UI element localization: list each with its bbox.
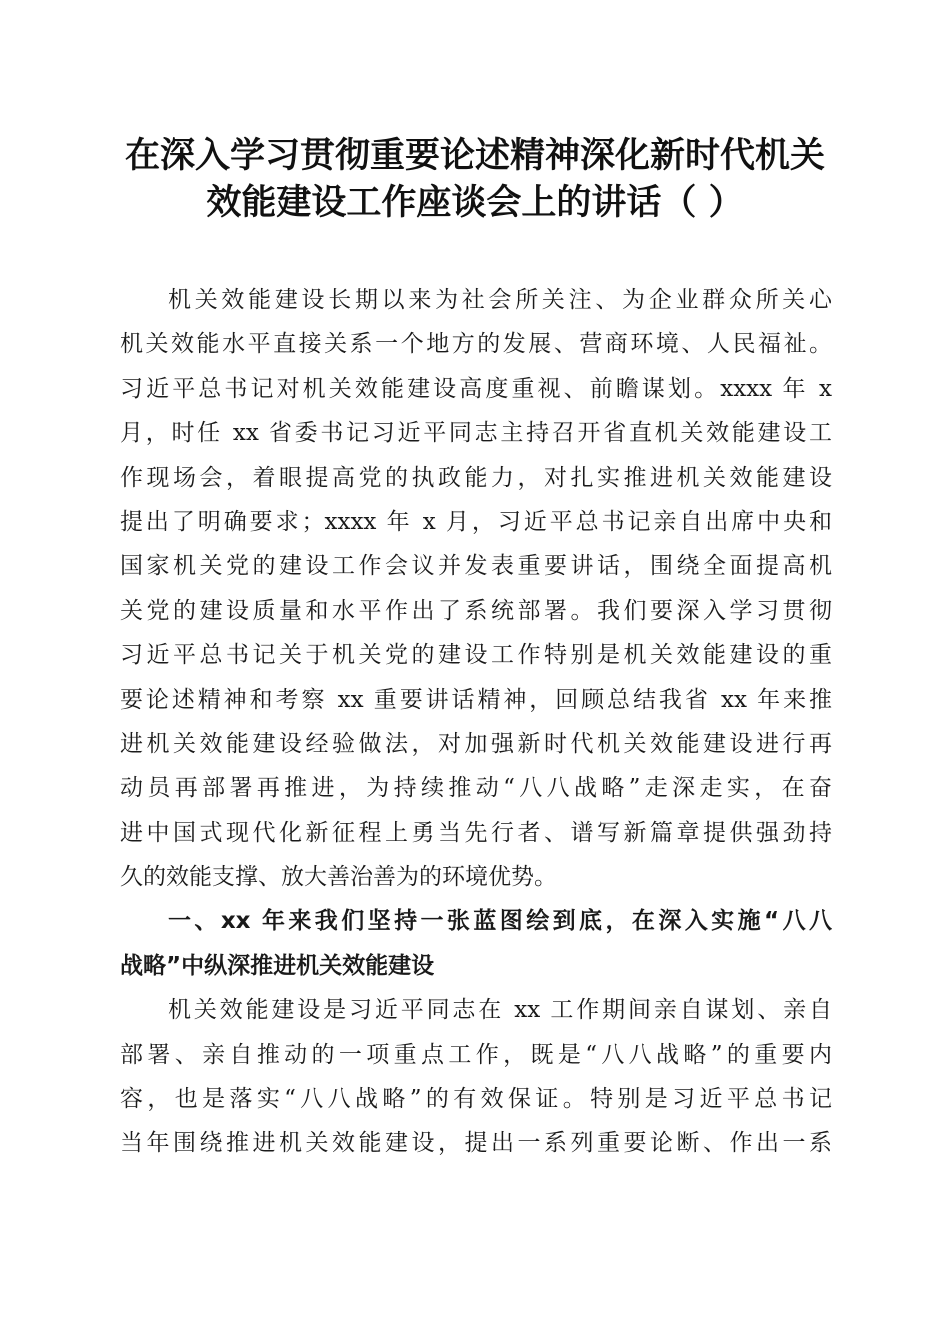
heading-line: 一、xx 年来我们坚持一张蓝图绘到底，在深入实施“八八 xyxy=(168,908,832,935)
text-line: 进机关效能建设经验做法，对加强新时代机关效能建设进行再 xyxy=(120,730,832,757)
section-heading-1 xyxy=(120,899,832,988)
text-line: 进中国式现代化新征程上勇当先行者、谱写新篇章提供强劲持 xyxy=(120,819,832,846)
heading-line: 战略”中纵深推进机关效能建设 xyxy=(120,952,435,979)
document-body xyxy=(120,278,832,1166)
text-line: 机关效能水平直接关系一个地方的发展、营商环境、人民福祉。 xyxy=(120,331,832,358)
text-line: 机关效能建设是习近平同志在 xx 工作期间亲自谋划、亲自 xyxy=(168,997,832,1024)
page-title xyxy=(100,132,850,226)
title-line-1: 在深入学习贯彻重要论述精神深化新时代机关 xyxy=(124,135,825,176)
paragraph-intro xyxy=(120,278,832,899)
text-line: 习近平总书记对机关效能建设高度重视、前瞻谋划。xxxx 年 x xyxy=(120,375,832,402)
text-line: 动员再部署再推进，为持续推动“八八战略”走深走实，在奋 xyxy=(120,775,832,802)
text-line: 当年围绕推进机关效能建设，提出一系列重要论断、作出一系 xyxy=(120,1130,832,1157)
text-line: 机关效能建设长期以来为社会所关注、为企业群众所关心 xyxy=(168,287,832,313)
text-line: 作现场会，着眼提高党的执政能力，对扎实推进机关效能建设 xyxy=(120,464,832,491)
text-line: 部署、亲自推动的一项重点工作，既是“八八战略”的重要内 xyxy=(120,1041,832,1068)
title-line-2: 效能建设工作座谈会上的讲话（ ） xyxy=(206,182,744,223)
text-line: 月，时任 xx 省委书记习近平同志主持召开省直机关效能建设工 xyxy=(120,420,832,447)
text-line: 习近平总书记关于机关党的建设工作特别是机关效能建设的重 xyxy=(120,642,832,669)
paragraph-section-1 xyxy=(120,988,832,1166)
text-line: 容，也是落实“八八战略”的有效保证。特别是习近平总书记 xyxy=(120,1086,832,1113)
text-line: 国家机关党的建设工作会议并发表重要讲话，围绕全面提高机 xyxy=(120,553,832,580)
text-line: 提出了明确要求；xxxx 年 x 月，习近平总书记亲自出席中央和 xyxy=(120,508,832,535)
text-line: 久的效能支撑、放大善治善为的环境优势。 xyxy=(120,864,557,891)
text-line: 要论述精神和考察 xx 重要讲话精神，回顾总结我省 xx 年来推 xyxy=(120,686,832,713)
text-line: 关党的建设质量和水平作出了系统部署。我们要深入学习贯彻 xyxy=(120,597,832,624)
